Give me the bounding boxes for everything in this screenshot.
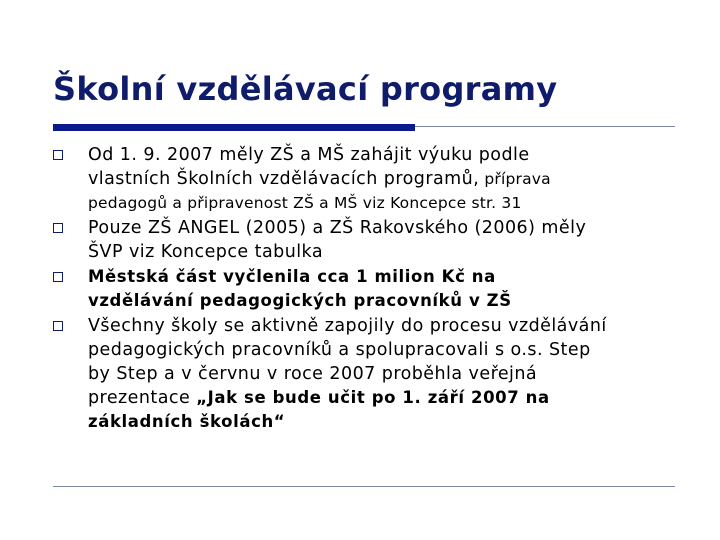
bullet-item	[52, 216, 692, 264]
bullet-text-segment: prezentace	[88, 388, 197, 408]
bullet-text-line: Od 1. 9. 2007 měly ZŠ a MŠ zahájit výuku podle	[88, 145, 530, 165]
title-underline-thin	[415, 126, 675, 127]
bullet-text-line	[88, 167, 692, 191]
bullet-item	[52, 143, 692, 215]
bullet-text-line: Pouze ZŠ ANGEL (2005) a ZŠ Rakovského (2006) měly	[88, 218, 587, 238]
slide-title: Školní vzdělávací programy	[53, 70, 558, 108]
bullet-item	[52, 314, 692, 434]
bullet-text-line: pedagogů a připravenost ZŠ a MŠ viz Koncepce str. 31	[88, 194, 522, 212]
bullet-text-line: základních školách“	[88, 412, 286, 431]
footer-rule	[53, 486, 675, 487]
bullet-text-line: by Step a v červnu v roce 2007 proběhla veřejná	[88, 364, 538, 384]
bullet-text-line: Městská část vyčlenila cca 1 milion Kč na	[88, 267, 496, 286]
hollow-square-bullet-icon	[53, 321, 63, 331]
hollow-square-bullet-icon	[53, 272, 63, 282]
bullet-item	[52, 265, 692, 313]
bullet-text-segment: vlastních Školních vzdělávacích programů,	[88, 169, 480, 189]
title-underline-thick	[53, 124, 415, 131]
bullet-text-line	[88, 386, 692, 410]
hollow-square-bullet-icon	[53, 223, 63, 233]
bullet-text-line: Všechny školy se aktivně zapojily do procesu vzdělávání	[88, 316, 607, 336]
bullet-text-line: pedagogických pracovníků a spolupracovali s o.s. Step	[88, 340, 591, 360]
hollow-square-bullet-icon	[53, 150, 63, 160]
bullet-list	[52, 143, 692, 435]
bullet-text-line: vzdělávání pedagogických pracovníků v ZŠ	[88, 291, 512, 310]
bullet-text-segment-bold: „Jak se bude učit po 1. září 2007 na	[196, 388, 550, 407]
bullet-text-segment: příprava	[479, 170, 551, 188]
bullet-text-line: ŠVP viz Koncepce tabulka	[88, 242, 324, 262]
